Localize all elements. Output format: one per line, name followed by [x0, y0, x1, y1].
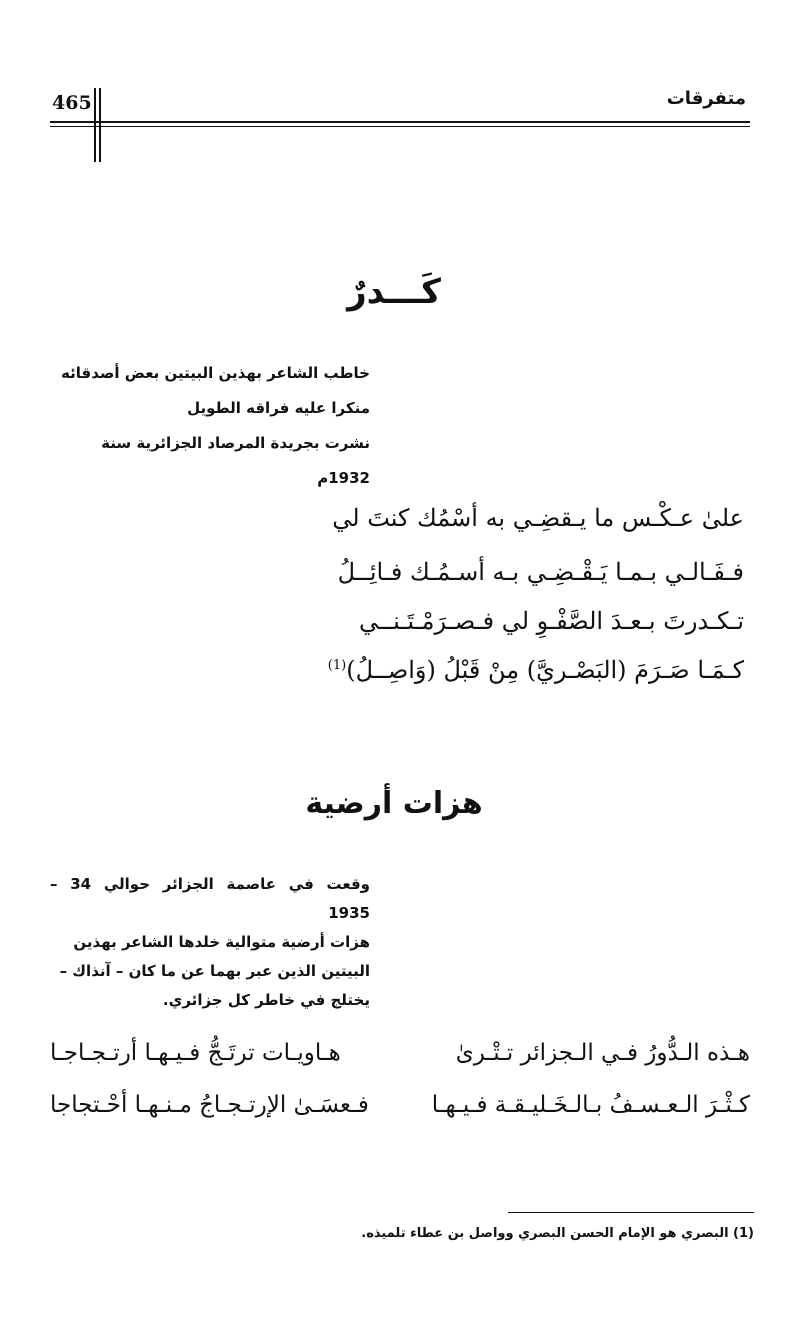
- note-line: منكرا عليه فراقه الطويل: [187, 399, 370, 417]
- verse-line: تـكـدرتَ بـعـدَ الصَّفْـوِ لي فـصـرَمْـتَـنــي: [359, 607, 744, 635]
- verse-text: كـمَـا صَـرَمَ (البَصْـريَّ) مِنْ قَبْلُ (وَاصِــلُ): [346, 656, 744, 684]
- header-vertical-rule: [99, 88, 101, 162]
- note-line: البيتين الذين عبر بهما عن ما كان – آنذاك –: [59, 962, 370, 980]
- verse-line: علىٰ عـكْـس ما يـقضِـي به أسْمُك كنتَ لي: [332, 504, 744, 532]
- page-number: 465: [52, 92, 92, 114]
- couplet: [50, 1040, 750, 1066]
- hemistich-second: فـعسَـىٰ الإرتـجـاجُ مـنـهـا أحْـتجاجا: [50, 1092, 369, 1118]
- header-rule: [50, 121, 750, 123]
- header-rule-thin: [50, 126, 750, 127]
- header-vertical-rule: [94, 88, 96, 162]
- footnote-rule: [508, 1212, 754, 1213]
- hemistich-second: هـاويـات ترتَـجُّ فـيـهـا أرتـجـاجـا: [50, 1040, 341, 1066]
- section-title-earthquakes: هزات أرضية: [305, 786, 483, 821]
- footnote-marker: (1): [327, 658, 347, 673]
- running-head: متفرقات: [666, 88, 746, 109]
- note-line: وقعت في عاصمة الجزائر حوالي 34 – 1935: [50, 875, 371, 922]
- couplet: [50, 1092, 750, 1118]
- note-line: خاطب الشاعر بهذين البيتين بعض أصدقائه: [61, 364, 370, 382]
- verse-line: [44, 656, 744, 684]
- hemistich-first: كـثْـرَ الـعـسـفُ بـالـخَـليـقـة فـيـهـا: [431, 1092, 750, 1118]
- hemistich-first: هـذه الـدُّورُ فـي الـجزائر تـتْـرىٰ: [455, 1040, 750, 1066]
- section-title-kadar: كَـــدرٌ: [347, 272, 441, 312]
- note-line: هزات أرضية متوالية خلدها الشاعر بهذين: [73, 933, 370, 951]
- verse-line: فـفَـالـي بـمـا يَـقْـضِـي بـه أسـمُـك فـائِــلُ: [337, 558, 744, 586]
- section1-note: [50, 356, 370, 496]
- footnote: (1) البصري هو الإمام الحسن البصري وواصل بن عطاء تلميذه.: [361, 1226, 754, 1241]
- note-line: نشرت بجريدة المرصاد الجزائرية سنة 1932م: [101, 434, 370, 487]
- section2-note: [50, 870, 370, 1015]
- note-line: يختلج في خاطر كل جزائري.: [162, 991, 370, 1009]
